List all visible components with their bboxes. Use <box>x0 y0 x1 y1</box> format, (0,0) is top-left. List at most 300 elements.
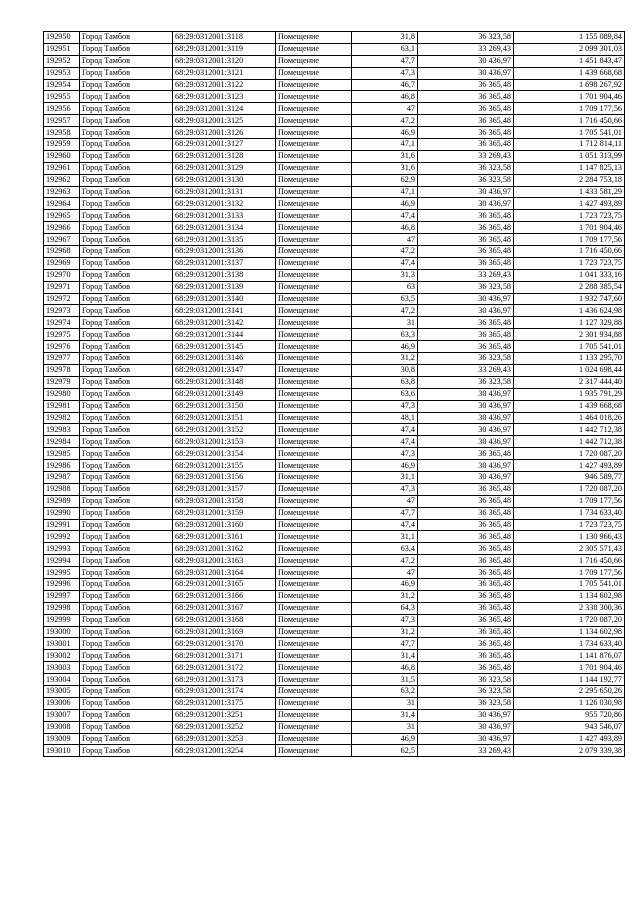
cadastral-number-cell: 68:29:0312001:3253 <box>173 733 276 745</box>
settlement-cell: Город Тамбов <box>80 567 173 579</box>
settlement-cell: Город Тамбов <box>80 555 173 567</box>
specific-value-cell: 36 365,48 <box>418 127 514 139</box>
settlement-cell: Город Тамбов <box>80 543 173 555</box>
settlement-cell: Город Тамбов <box>80 471 173 483</box>
area-cell: 47,4 <box>352 424 418 436</box>
specific-value-cell: 33 269,43 <box>418 150 514 162</box>
specific-value-cell: 30 436,97 <box>418 412 514 424</box>
cadastral-number-cell: 68:29:0312001:3142 <box>173 317 276 329</box>
table-row <box>44 376 625 388</box>
specific-value-cell: 36 365,48 <box>418 115 514 127</box>
cadastral-number-cell: 68:29:0312001:3171 <box>173 650 276 662</box>
area-cell: 31 <box>352 317 418 329</box>
cadastral-value-cell: 2 079 339,38 <box>514 745 625 757</box>
cadastral-value-cell: 1 705 541,01 <box>514 127 625 139</box>
cadastral-value-cell: 1 709 177,56 <box>514 567 625 579</box>
table-row <box>44 555 625 567</box>
object-type-cell: Помещение <box>276 341 352 353</box>
row-number-cell: 192992 <box>44 531 80 543</box>
cadastral-number-cell: 68:29:0312001:3155 <box>173 460 276 472</box>
specific-value-cell: 36 365,48 <box>418 79 514 91</box>
cadastral-value-cell: 1 705 541,01 <box>514 578 625 590</box>
area-cell: 47,3 <box>352 448 418 460</box>
area-cell: 63,1 <box>352 43 418 55</box>
area-cell: 63,5 <box>352 293 418 305</box>
specific-value-cell: 33 269,43 <box>418 269 514 281</box>
object-type-cell: Помещение <box>276 43 352 55</box>
specific-value-cell: 36 323,58 <box>418 376 514 388</box>
table-row <box>44 329 625 341</box>
table-row <box>44 210 625 222</box>
cadastral-value-cell: 1 433 581,29 <box>514 186 625 198</box>
cadastral-value-cell: 1 147 825,13 <box>514 162 625 174</box>
settlement-cell: Город Тамбов <box>80 281 173 293</box>
cadastral-value-cell: 1 720 087,20 <box>514 483 625 495</box>
settlement-cell: Город Тамбов <box>80 614 173 626</box>
row-number-cell: 192976 <box>44 341 80 353</box>
cadastral-number-cell: 68:29:0312001:3156 <box>173 471 276 483</box>
cadastral-number-cell: 68:29:0312001:3139 <box>173 281 276 293</box>
settlement-cell: Город Тамбов <box>80 55 173 67</box>
row-number-cell: 192967 <box>44 234 80 246</box>
settlement-cell: Город Тамбов <box>80 79 173 91</box>
table-row <box>44 662 625 674</box>
area-cell: 46,9 <box>352 127 418 139</box>
row-number-cell: 192985 <box>44 448 80 460</box>
object-type-cell: Помещение <box>276 210 352 222</box>
cadastral-number-cell: 68:29:0312001:3151 <box>173 412 276 424</box>
settlement-cell: Город Тамбов <box>80 222 173 234</box>
cadastral-number-cell: 68:29:0312001:3137 <box>173 257 276 269</box>
row-number-cell: 192955 <box>44 91 80 103</box>
specific-value-cell: 36 365,48 <box>418 341 514 353</box>
object-type-cell: Помещение <box>276 578 352 590</box>
cadastral-value-table <box>43 31 625 757</box>
cadastral-number-cell: 68:29:0312001:3157 <box>173 483 276 495</box>
specific-value-cell: 36 365,48 <box>418 531 514 543</box>
area-cell: 46,7 <box>352 79 418 91</box>
cadastral-value-cell: 1 720 087,20 <box>514 614 625 626</box>
specific-value-cell: 30 436,97 <box>418 721 514 733</box>
cadastral-value-cell: 1 698 267,92 <box>514 79 625 91</box>
cadastral-value-cell: 1 720 087,20 <box>514 448 625 460</box>
cadastral-value-cell: 1 141 876,07 <box>514 650 625 662</box>
table-row <box>44 567 625 579</box>
cadastral-number-cell: 68:29:0312001:3172 <box>173 662 276 674</box>
table-row <box>44 436 625 448</box>
cadastral-value-cell: 1 723 723,75 <box>514 519 625 531</box>
object-type-cell: Помещение <box>276 555 352 567</box>
cadastral-number-cell: 68:29:0312001:3133 <box>173 210 276 222</box>
area-cell: 31,2 <box>352 353 418 365</box>
area-cell: 47,1 <box>352 186 418 198</box>
specific-value-cell: 30 436,97 <box>418 293 514 305</box>
cadastral-value-cell: 1 439 668,68 <box>514 400 625 412</box>
cadastral-value-cell: 2 284 753,18 <box>514 174 625 186</box>
object-type-cell: Помещение <box>276 115 352 127</box>
table-row <box>44 186 625 198</box>
object-type-cell: Помещение <box>276 483 352 495</box>
settlement-cell: Город Тамбов <box>80 376 173 388</box>
object-type-cell: Помещение <box>276 448 352 460</box>
cadastral-number-cell: 68:29:0312001:3134 <box>173 222 276 234</box>
area-cell: 46,8 <box>352 662 418 674</box>
settlement-cell: Город Тамбов <box>80 257 173 269</box>
area-cell: 47,2 <box>352 305 418 317</box>
row-number-cell: 192961 <box>44 162 80 174</box>
cadastral-value-cell: 1 705 541,01 <box>514 341 625 353</box>
object-type-cell: Помещение <box>276 364 352 376</box>
area-cell: 31,1 <box>352 471 418 483</box>
object-type-cell: Помещение <box>276 281 352 293</box>
settlement-cell: Город Тамбов <box>80 697 173 709</box>
settlement-cell: Город Тамбов <box>80 483 173 495</box>
cadastral-value-cell: 1 723 723,75 <box>514 257 625 269</box>
row-number-cell: 192972 <box>44 293 80 305</box>
settlement-cell: Город Тамбов <box>80 507 173 519</box>
settlement-cell: Город Тамбов <box>80 733 173 745</box>
cadastral-value-cell: 1 464 018,26 <box>514 412 625 424</box>
table-row <box>44 353 625 365</box>
object-type-cell: Помещение <box>276 353 352 365</box>
area-cell: 46,9 <box>352 198 418 210</box>
object-type-cell: Помещение <box>276 602 352 614</box>
row-number-cell: 192994 <box>44 555 80 567</box>
table-row <box>44 721 625 733</box>
settlement-cell: Город Тамбов <box>80 91 173 103</box>
area-cell: 63,4 <box>352 543 418 555</box>
specific-value-cell: 36 365,48 <box>418 448 514 460</box>
cadastral-number-cell: 68:29:0312001:3135 <box>173 234 276 246</box>
settlement-cell: Город Тамбов <box>80 103 173 115</box>
row-number-cell: 192964 <box>44 198 80 210</box>
cadastral-number-cell: 68:29:0312001:3126 <box>173 127 276 139</box>
cadastral-number-cell: 68:29:0312001:3162 <box>173 543 276 555</box>
table-row <box>44 733 625 745</box>
table-row <box>44 103 625 115</box>
table-row <box>44 127 625 139</box>
table-row <box>44 150 625 162</box>
table-row <box>44 650 625 662</box>
settlement-cell: Город Тамбов <box>80 115 173 127</box>
row-number-cell: 192979 <box>44 376 80 388</box>
table-row <box>44 424 625 436</box>
cadastral-number-cell: 68:29:0312001:3118 <box>173 32 276 44</box>
settlement-cell: Город Тамбов <box>80 519 173 531</box>
table-row <box>44 697 625 709</box>
cadastral-value-cell: 1 155 089,84 <box>514 32 625 44</box>
table-row <box>44 460 625 472</box>
specific-value-cell: 36 365,48 <box>418 578 514 590</box>
row-number-cell: 193002 <box>44 650 80 662</box>
settlement-cell: Город Тамбов <box>80 721 173 733</box>
object-type-cell: Помещение <box>276 67 352 79</box>
area-cell: 31,8 <box>352 32 418 44</box>
area-cell: 31,5 <box>352 674 418 686</box>
settlement-cell: Город Тамбов <box>80 150 173 162</box>
object-type-cell: Помещение <box>276 150 352 162</box>
object-type-cell: Помещение <box>276 269 352 281</box>
settlement-cell: Город Тамбов <box>80 210 173 222</box>
row-number-cell: 192965 <box>44 210 80 222</box>
row-number-cell: 193010 <box>44 745 80 757</box>
area-cell: 47,4 <box>352 210 418 222</box>
settlement-cell: Город Тамбов <box>80 602 173 614</box>
specific-value-cell: 36 323,58 <box>418 162 514 174</box>
area-cell: 47,7 <box>352 55 418 67</box>
area-cell: 46,9 <box>352 578 418 590</box>
settlement-cell: Город Тамбов <box>80 341 173 353</box>
row-number-cell: 192984 <box>44 436 80 448</box>
area-cell: 46,8 <box>352 222 418 234</box>
area-cell: 47 <box>352 567 418 579</box>
row-number-cell: 193003 <box>44 662 80 674</box>
settlement-cell: Город Тамбов <box>80 198 173 210</box>
cadastral-value-cell: 2 338 300,36 <box>514 602 625 614</box>
table-row <box>44 519 625 531</box>
area-cell: 47,7 <box>352 507 418 519</box>
cadastral-number-cell: 68:29:0312001:3140 <box>173 293 276 305</box>
settlement-cell: Город Тамбов <box>80 650 173 662</box>
cadastral-value-cell: 1 127 329,88 <box>514 317 625 329</box>
cadastral-value-cell: 1 935 791,29 <box>514 388 625 400</box>
table-row <box>44 341 625 353</box>
cadastral-number-cell: 68:29:0312001:3165 <box>173 578 276 590</box>
cadastral-number-cell: 68:29:0312001:3127 <box>173 139 276 151</box>
settlement-cell: Город Тамбов <box>80 460 173 472</box>
cadastral-number-cell: 68:29:0312001:3145 <box>173 341 276 353</box>
cadastral-number-cell: 68:29:0312001:3141 <box>173 305 276 317</box>
cadastral-number-cell: 68:29:0312001:3173 <box>173 674 276 686</box>
table-row <box>44 495 625 507</box>
row-number-cell: 193008 <box>44 721 80 733</box>
row-number-cell: 192953 <box>44 67 80 79</box>
specific-value-cell: 30 436,97 <box>418 388 514 400</box>
settlement-cell: Город Тамбов <box>80 317 173 329</box>
cadastral-number-cell: 68:29:0312001:3138 <box>173 269 276 281</box>
cadastral-number-cell: 68:29:0312001:3161 <box>173 531 276 543</box>
specific-value-cell: 36 365,48 <box>418 222 514 234</box>
cadastral-value-cell: 1 439 668,68 <box>514 67 625 79</box>
row-number-cell: 192974 <box>44 317 80 329</box>
table-row <box>44 578 625 590</box>
cadastral-value-cell: 1 734 633,40 <box>514 638 625 650</box>
row-number-cell: 192991 <box>44 519 80 531</box>
specific-value-cell: 36 365,48 <box>418 519 514 531</box>
cadastral-value-cell: 1 709 177,56 <box>514 234 625 246</box>
table-row <box>44 745 625 757</box>
specific-value-cell: 30 436,97 <box>418 400 514 412</box>
row-number-cell: 192988 <box>44 483 80 495</box>
row-number-cell: 192958 <box>44 127 80 139</box>
cadastral-value-cell: 1 723 723,75 <box>514 210 625 222</box>
specific-value-cell: 36 323,58 <box>418 281 514 293</box>
specific-value-cell: 36 323,58 <box>418 674 514 686</box>
object-type-cell: Помещение <box>276 198 352 210</box>
cadastral-value-cell: 1 427 493,89 <box>514 460 625 472</box>
area-cell: 46,9 <box>352 460 418 472</box>
cadastral-value-cell: 1 716 450,66 <box>514 246 625 258</box>
object-type-cell: Помещение <box>276 543 352 555</box>
object-type-cell: Помещение <box>276 55 352 67</box>
cadastral-value-cell: 1 024 698,44 <box>514 364 625 376</box>
area-cell: 31,4 <box>352 650 418 662</box>
table-row <box>44 91 625 103</box>
specific-value-cell: 30 436,97 <box>418 424 514 436</box>
settlement-cell: Город Тамбов <box>80 400 173 412</box>
cadastral-value-cell: 1 436 624,98 <box>514 305 625 317</box>
settlement-cell: Город Тамбов <box>80 246 173 258</box>
object-type-cell: Помещение <box>276 638 352 650</box>
cadastral-number-cell: 68:29:0312001:3168 <box>173 614 276 626</box>
object-type-cell: Помещение <box>276 650 352 662</box>
settlement-cell: Город Тамбов <box>80 139 173 151</box>
cadastral-number-cell: 68:29:0312001:3146 <box>173 353 276 365</box>
row-number-cell: 192954 <box>44 79 80 91</box>
object-type-cell: Помещение <box>276 329 352 341</box>
cadastral-number-cell: 68:29:0312001:3148 <box>173 376 276 388</box>
row-number-cell: 192995 <box>44 567 80 579</box>
cadastral-value-cell: 1 144 192,77 <box>514 674 625 686</box>
cadastral-value-cell: 1 716 450,66 <box>514 555 625 567</box>
cadastral-value-cell: 1 442 712,38 <box>514 436 625 448</box>
cadastral-number-cell: 68:29:0312001:3164 <box>173 567 276 579</box>
cadastral-value-cell: 1 134 602,98 <box>514 626 625 638</box>
settlement-cell: Город Тамбов <box>80 745 173 757</box>
area-cell: 62,5 <box>352 745 418 757</box>
row-number-cell: 193007 <box>44 709 80 721</box>
cadastral-number-cell: 68:29:0312001:3167 <box>173 602 276 614</box>
row-number-cell: 193005 <box>44 685 80 697</box>
row-number-cell: 192981 <box>44 400 80 412</box>
specific-value-cell: 36 323,58 <box>418 32 514 44</box>
area-cell: 31 <box>352 697 418 709</box>
area-cell: 31,6 <box>352 162 418 174</box>
object-type-cell: Помещение <box>276 590 352 602</box>
row-number-cell: 192980 <box>44 388 80 400</box>
object-type-cell: Помещение <box>276 567 352 579</box>
cadastral-number-cell: 68:29:0312001:3175 <box>173 697 276 709</box>
row-number-cell: 192977 <box>44 353 80 365</box>
area-cell: 31,3 <box>352 269 418 281</box>
specific-value-cell: 30 436,97 <box>418 67 514 79</box>
table-row <box>44 293 625 305</box>
cadastral-number-cell: 68:29:0312001:3154 <box>173 448 276 460</box>
object-type-cell: Помещение <box>276 626 352 638</box>
row-number-cell: 192987 <box>44 471 80 483</box>
cadastral-value-cell: 2 295 650,26 <box>514 685 625 697</box>
settlement-cell: Город Тамбов <box>80 43 173 55</box>
cadastral-value-cell: 2 317 444,40 <box>514 376 625 388</box>
object-type-cell: Помещение <box>276 222 352 234</box>
row-number-cell: 192989 <box>44 495 80 507</box>
cadastral-number-cell: 68:29:0312001:3120 <box>173 55 276 67</box>
area-cell: 46,9 <box>352 341 418 353</box>
object-type-cell: Помещение <box>276 376 352 388</box>
cadastral-value-cell: 1 126 030,98 <box>514 697 625 709</box>
specific-value-cell: 36 365,48 <box>418 602 514 614</box>
area-cell: 31,1 <box>352 531 418 543</box>
cadastral-number-cell: 68:29:0312001:3153 <box>173 436 276 448</box>
cadastral-number-cell: 68:29:0312001:3152 <box>173 424 276 436</box>
specific-value-cell: 30 436,97 <box>418 460 514 472</box>
area-cell: 48,1 <box>352 412 418 424</box>
specific-value-cell: 36 365,48 <box>418 567 514 579</box>
area-cell: 47,2 <box>352 115 418 127</box>
cadastral-number-cell: 68:29:0312001:3166 <box>173 590 276 602</box>
cadastral-number-cell: 68:29:0312001:3131 <box>173 186 276 198</box>
object-type-cell: Помещение <box>276 662 352 674</box>
specific-value-cell: 30 436,97 <box>418 733 514 745</box>
area-cell: 63,3 <box>352 329 418 341</box>
table-row <box>44 198 625 210</box>
cadastral-number-cell: 68:29:0312001:3132 <box>173 198 276 210</box>
cadastral-number-cell: 68:29:0312001:3121 <box>173 67 276 79</box>
area-cell: 46,8 <box>352 91 418 103</box>
cadastral-value-cell: 1 442 712,38 <box>514 424 625 436</box>
row-number-cell: 193004 <box>44 674 80 686</box>
table-row <box>44 139 625 151</box>
table-row <box>44 709 625 721</box>
object-type-cell: Помещение <box>276 139 352 151</box>
specific-value-cell: 33 269,43 <box>418 364 514 376</box>
settlement-cell: Город Тамбов <box>80 67 173 79</box>
row-number-cell: 192997 <box>44 590 80 602</box>
table-row <box>44 246 625 258</box>
table-body <box>44 32 625 757</box>
cadastral-number-cell: 68:29:0312001:3125 <box>173 115 276 127</box>
row-number-cell: 192971 <box>44 281 80 293</box>
table-row <box>44 305 625 317</box>
specific-value-cell: 36 365,48 <box>418 234 514 246</box>
cadastral-value-cell: 1 701 904,46 <box>514 91 625 103</box>
row-number-cell: 192968 <box>44 246 80 258</box>
cadastral-number-cell: 68:29:0312001:3158 <box>173 495 276 507</box>
specific-value-cell: 36 365,48 <box>418 555 514 567</box>
cadastral-number-cell: 68:29:0312001:3149 <box>173 388 276 400</box>
area-cell: 31,2 <box>352 626 418 638</box>
cadastral-number-cell: 68:29:0312001:3170 <box>173 638 276 650</box>
object-type-cell: Помещение <box>276 32 352 44</box>
cadastral-value-cell: 2 288 385,54 <box>514 281 625 293</box>
row-number-cell: 192963 <box>44 186 80 198</box>
table-row <box>44 400 625 412</box>
area-cell: 64,3 <box>352 602 418 614</box>
area-cell: 47 <box>352 103 418 115</box>
table-row <box>44 412 625 424</box>
table-row <box>44 162 625 174</box>
cadastral-number-cell: 68:29:0312001:3136 <box>173 246 276 258</box>
area-cell: 47,2 <box>352 246 418 258</box>
specific-value-cell: 36 365,48 <box>418 507 514 519</box>
object-type-cell: Помещение <box>276 91 352 103</box>
row-number-cell: 192956 <box>44 103 80 115</box>
cadastral-number-cell: 68:29:0312001:3160 <box>173 519 276 531</box>
object-type-cell: Помещение <box>276 685 352 697</box>
row-number-cell: 192990 <box>44 507 80 519</box>
specific-value-cell: 30 436,97 <box>418 55 514 67</box>
settlement-cell: Город Тамбов <box>80 32 173 44</box>
object-type-cell: Помещение <box>276 127 352 139</box>
object-type-cell: Помещение <box>276 531 352 543</box>
object-type-cell: Помещение <box>276 234 352 246</box>
object-type-cell: Помещение <box>276 305 352 317</box>
specific-value-cell: 36 323,58 <box>418 174 514 186</box>
area-cell: 47,3 <box>352 67 418 79</box>
settlement-cell: Город Тамбов <box>80 495 173 507</box>
row-number-cell: 192951 <box>44 43 80 55</box>
object-type-cell: Помещение <box>276 79 352 91</box>
